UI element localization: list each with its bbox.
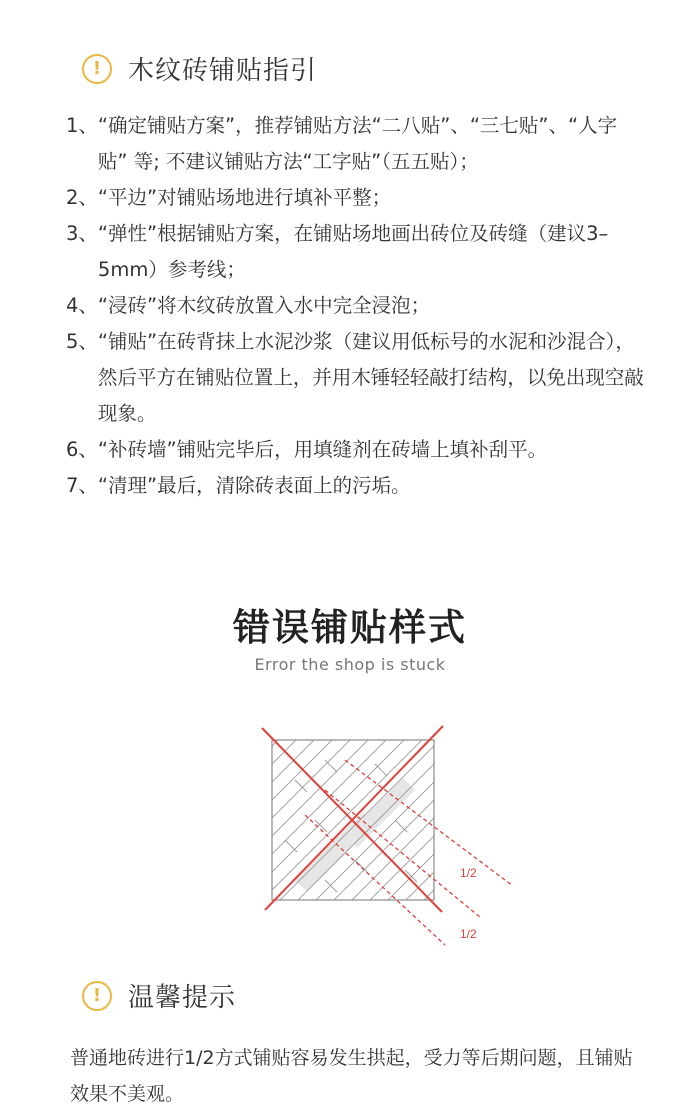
exclamation-circle-icon: ! [82, 54, 112, 84]
guide-steps-list [66, 108, 646, 504]
offset-label-2: 1/2 [460, 927, 477, 941]
exclamation-circle-icon: ! [82, 981, 112, 1011]
highlighted-tile [295, 812, 375, 892]
step-number: 3、 [66, 222, 98, 245]
step-number: 4、 [66, 294, 98, 317]
step-text: “确定铺贴方案”，推荐铺贴方法“二八贴”、“三七贴”、“人字贴” 等; 不建议铺贴方法“工字贴”（五五贴）； [97, 114, 618, 173]
guide-step-4 [66, 288, 646, 324]
guide-step-5 [66, 324, 646, 432]
guide-step-3 [66, 216, 646, 288]
step-number: 5、 [66, 330, 98, 353]
step-number: 6、 [66, 438, 98, 461]
tile-seams [255, 720, 525, 920]
error-section-subtitle: Error the shop is stuck [254, 655, 446, 674]
guide-step-6 [66, 432, 646, 468]
wrong-tiling-diagram [255, 720, 525, 955]
guide-header [82, 50, 317, 87]
step-text: “铺贴”在砖背抹上水泥沙浆（建议用低标号的水泥和沙混合），然后平方在铺贴位置上，并用木锤轻轻敲打结构，以免出现空敲现象。 [97, 330, 644, 425]
step-text: “清理”最后，清除砖表面上的污垢。 [97, 474, 411, 497]
guide-step-2 [66, 180, 646, 216]
tips-header [82, 977, 236, 1014]
guide-step-1 [66, 108, 646, 180]
offset-label-1: 1/2 [460, 866, 477, 880]
step-number: 2、 [66, 186, 98, 209]
guide-title: 木纹砖铺贴指引 [128, 56, 318, 86]
guide-step-7 [66, 468, 646, 504]
step-text: “补砖墙”铺贴完毕后，用填缝剂在砖墙上填补刮平。 [97, 438, 548, 461]
tips-text: 普通地砖进行1/2方式铺贴容易发生拱起，受力等后期问题，且铺贴效果不美观。 [70, 1047, 633, 1105]
step-text: “弹性”根据铺贴方案，在铺贴场地画出砖位及砖缝（建议3–5mm）参考线； [97, 222, 609, 281]
step-number: 1、 [66, 114, 98, 137]
error-section-title: 错误铺贴样式 [233, 606, 467, 649]
step-text: “平边”对铺贴场地进行填补平整； [97, 186, 392, 209]
tips-title: 温馨提示 [128, 983, 237, 1013]
step-number: 7、 [66, 474, 98, 497]
step-text: “浸砖”将木纹砖放置入水中完全浸泡； [97, 294, 431, 317]
